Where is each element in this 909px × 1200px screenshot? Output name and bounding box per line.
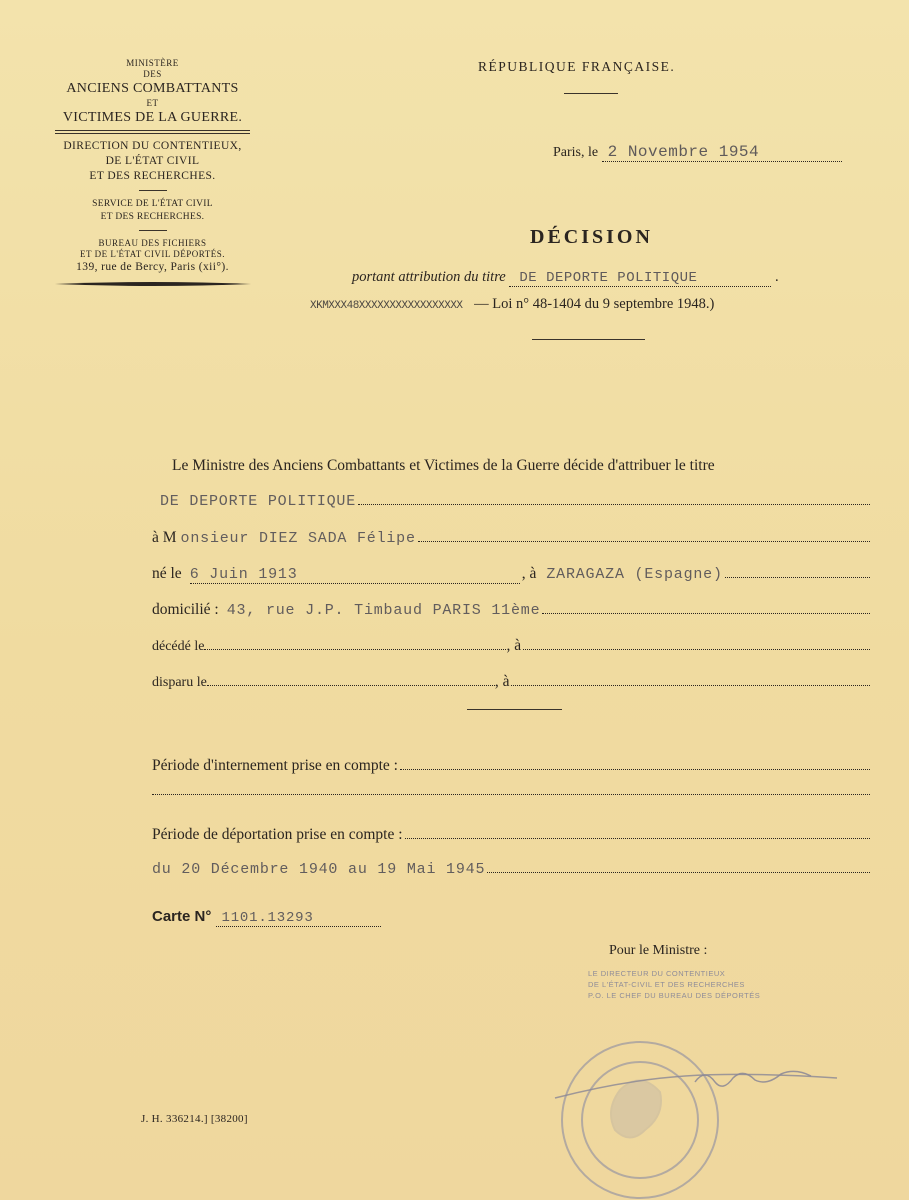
internement-blank-line <box>152 793 870 809</box>
dotted-fill <box>400 768 870 770</box>
bureau-address: 139, rue de Bercy, Paris (xii°). <box>76 261 229 273</box>
date-field <box>602 143 842 162</box>
disparu-line <box>152 673 870 691</box>
portant-label: portant attribution du titre <box>352 269 506 285</box>
loi-line <box>310 296 714 313</box>
dotted-fill <box>207 684 495 686</box>
loi-text: — Loi n° 48-1404 du 9 septembre 1948.) <box>474 296 715 312</box>
divider <box>467 709 562 710</box>
ministry-line4: ET <box>146 98 159 108</box>
decede-line <box>152 637 870 655</box>
footer-code: J. H. 336214.] [38200] <box>141 1113 248 1125</box>
struck-text: XKMXXX48XXXXXXXXXXXXXXXXX <box>310 300 463 312</box>
direction-line2: DE L'ÉTAT CIVIL <box>105 155 200 167</box>
service-line2: ET DES RECHERCHES. <box>100 212 205 222</box>
divider <box>139 190 167 191</box>
dotted-fill <box>511 684 870 686</box>
decede-label-text: décédé le <box>152 639 205 654</box>
decision-title: DÉCISION <box>530 226 653 248</box>
stamp-line2: DE L'ÉTAT-CIVIL ET DES RECHERCHES <box>588 980 745 989</box>
ne-label: né le <box>152 565 182 582</box>
disparu-label-text: disparu le <box>152 675 207 690</box>
internement-label: Période d'internement prise en compte : <box>152 757 398 774</box>
decede-label <box>152 639 204 655</box>
dotted-fill <box>358 503 870 505</box>
a-label: à M <box>152 529 177 546</box>
internement-line <box>152 757 870 775</box>
divider <box>139 230 167 231</box>
portant-line: portant attribution du titre DE DEPORTE POLITIQUE . <box>352 269 779 286</box>
dotted-fill <box>542 612 870 614</box>
divider <box>532 339 645 340</box>
ministry-line5: VICTIMES DE LA GUERRE. <box>62 110 243 125</box>
name-value: onsieur DIEZ SADA Félipe <box>180 530 416 547</box>
a-separator: , à <box>494 673 510 690</box>
stamp-line1: LE DIRECTEUR DU CONTENTIEUX <box>588 969 726 978</box>
titre-value: DE DEPORTE POLITIQUE <box>519 270 698 286</box>
date-prefix: Paris, le <box>553 145 599 160</box>
titre-field <box>509 269 771 287</box>
deportation-value-line <box>152 861 870 878</box>
birth-line <box>152 565 870 584</box>
swash-rule <box>53 280 253 288</box>
deportation-line <box>152 826 870 844</box>
deportation-label: Période de déportation prise en compte : <box>152 826 403 843</box>
republic-heading: RÉPUBLIQUE FRANÇAISE. <box>478 59 676 74</box>
domicile-line <box>152 601 870 619</box>
ministry-line3: ANCIENS COMBATTANTS <box>66 81 239 96</box>
a-separator: , à <box>521 565 537 582</box>
double-rule <box>55 130 250 134</box>
disparu-label <box>152 675 207 691</box>
birth-place: ZARAGAZA (Espagne) <box>546 566 723 583</box>
name-line <box>152 529 870 547</box>
birth-date: 6 Juin 1913 <box>190 566 520 584</box>
dotted-fill <box>418 540 870 542</box>
date-value: 2 Novembre 1954 <box>607 143 760 161</box>
direction-line3: ET DES RECHERCHES. <box>89 170 216 182</box>
titre-line <box>152 493 870 510</box>
domicile-label: domicilié : <box>152 601 219 618</box>
domicile-value: 43, rue J.P. Timbaud PARIS 11ème <box>226 602 541 619</box>
stamp-line3: P.O. LE CHEF DU BUREAU DES DÉPORTÉS <box>588 991 761 1000</box>
ministry-seal-icon <box>545 1020 845 1200</box>
carte-field <box>216 908 381 927</box>
pour-le-ministre: Pour le Ministre : <box>609 943 708 958</box>
dotted-fill <box>405 837 870 839</box>
date-line <box>553 143 842 162</box>
carte-label: Carte N° <box>152 908 212 925</box>
dotted-fill <box>523 648 870 650</box>
a-separator: , à <box>506 637 522 654</box>
official-stamp-text <box>588 968 763 1001</box>
carte-line <box>152 908 381 927</box>
bureau-line2: ET DE L'ÉTAT CIVIL DÉPORTÉS. <box>80 249 225 259</box>
dotted-fill <box>152 793 870 795</box>
direction-line1: DIRECTION DU CONTENTIEUX, <box>63 140 242 152</box>
divider <box>564 93 618 94</box>
ministry-line1: MINISTÈRE <box>126 58 179 68</box>
dotted-fill <box>204 648 506 650</box>
intro-text: Le Ministre des Anciens Combattants et Victimes de la Guerre décide d'attribuer le titre <box>172 457 715 474</box>
deportation-value: du 20 Décembre 1940 au 19 Mai 1945 <box>152 861 486 878</box>
bureau-line1: BUREAU DES FICHIERS <box>98 238 207 248</box>
dotted-fill <box>487 871 870 873</box>
ministry-line2: DES <box>143 69 162 79</box>
body-titre-value: DE DEPORTE POLITIQUE <box>160 493 357 510</box>
dotted-fill <box>725 576 870 578</box>
service-line1: SERVICE DE L'ÉTAT CIVIL <box>92 199 213 209</box>
carte-value: 1101.13293 <box>221 910 314 926</box>
ministry-header <box>50 58 255 293</box>
